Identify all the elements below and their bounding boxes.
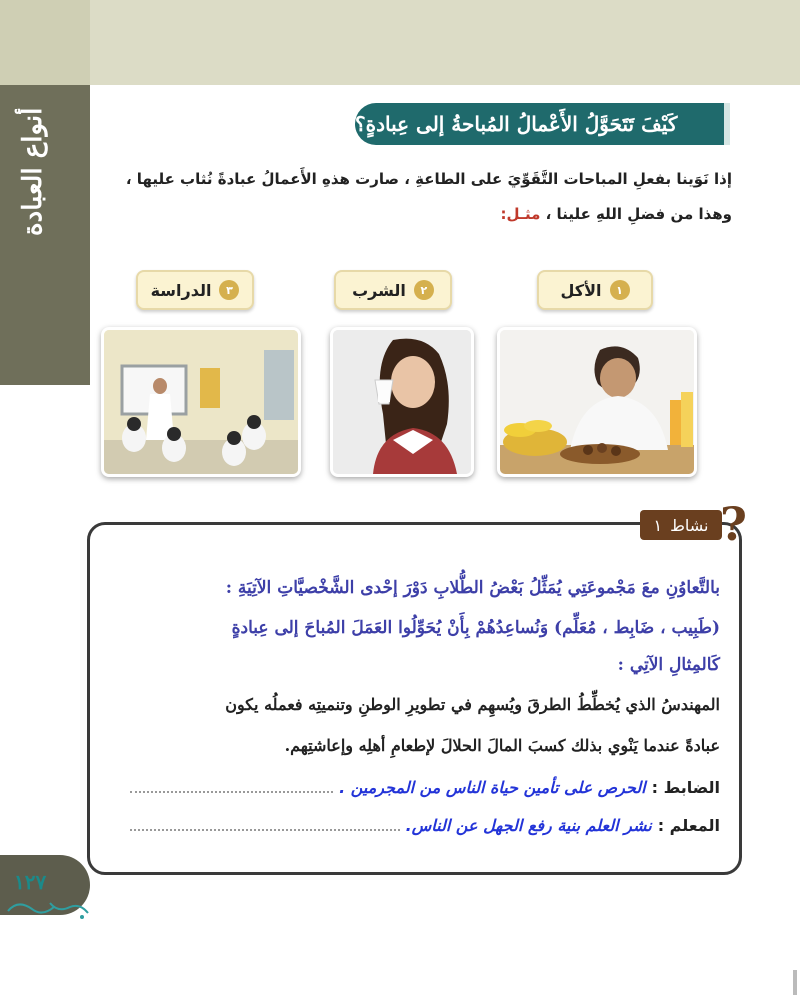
activity-instruction-3: كَالمِثالِ الآتِي : [617,655,720,675]
answer-row-officer [130,778,720,797]
answer-text: نشر العلم بنية رفع الجهل عن الناس. [405,816,652,835]
answer-text: الحرص على تأمين حياة الناس من المجرمين . [339,778,646,797]
mithl-label: مثـل: [500,205,541,223]
top-strip [0,0,800,85]
question-banner [355,103,730,145]
photo-girl-drinking [330,327,474,477]
photo-boy-eating [497,327,697,477]
answer-role: الضابط : [651,778,720,797]
example-number-badge: ٢ [414,280,434,300]
answer-row-teacher [130,816,720,835]
intro-line-2-text: وهذا من فضلِ اللهِ علينا ، [545,205,732,223]
activity-instruction-1: بالتَّعاوُنِ معَ مَجْموعَتِي يُمَثِّلُ بَعْضُ الطُّلابِ دَوْرَ إحْدى الشَّخْصيَّاتِ الآتِيَةِ : [225,578,720,598]
logo-icon [0,895,96,925]
example-pill-studying [136,270,254,310]
example-label: الدراسة [150,280,212,300]
boy-eating-illustration [500,330,694,474]
example-number-badge: ٣ [219,280,239,300]
photo-classroom [101,327,301,477]
answer-role: المعلم : [657,816,720,835]
intro-line-2 [112,197,732,232]
answer-dotted-line [130,779,333,793]
activity-instruction-2: (طَبِيب ، ضَابِط ، مُعَلِّم) وَنُساعِدُهُمْ بِأَنْ يُحَوِّلُوا العَمَلَ المُباحَ إلى عِبادةٍ [231,618,720,638]
question-mark-icon: ? [720,497,747,551]
activity-example-1: المهندسُ الذي يُخطِّطُ الطرقَ ويُسهِم في تطويرِ الوطنِ وتنميتِه فعملُه يكون [225,695,720,714]
girl-drinking-illustration [333,330,471,474]
activity-number: ١ [653,515,663,535]
example-label: الشرب [352,280,406,300]
activity-example-2: عبادةً عندما يَنْوي بذلك كسبَ المالَ الحلالَ لإطعامِ أهلِه وإعاشتِهم. [284,736,720,755]
activity-label: نشاط [670,515,709,535]
page-number: ١٢٧ [14,870,47,894]
example-number-badge: ١ [610,280,630,300]
intro-line-1: إذا نَوَينا بفعلِ المباحات التَّقَوِّيَ على الطاعةِ ، صارت هذهِ الأَعمالُ عبادةً نُثاب عليها ، [125,170,732,188]
example-pill-eating [537,270,653,310]
example-label: الأكل [560,280,602,300]
example-pill-drinking [334,270,452,310]
intro-paragraph [112,162,732,232]
classroom-illustration [104,330,298,474]
corner-ornament [0,0,90,85]
answer-dotted-line [130,817,400,831]
page-edge-mark [793,970,797,995]
top-band [90,0,800,85]
activity-tab [640,510,722,540]
chapter-title: أنواع العبادة [18,107,48,237]
question-title: كَيْفَ تَتَحَوَّلُ الأَعْمالُ المُباحةُ إلى عِبادةٍ؟ [355,112,678,136]
